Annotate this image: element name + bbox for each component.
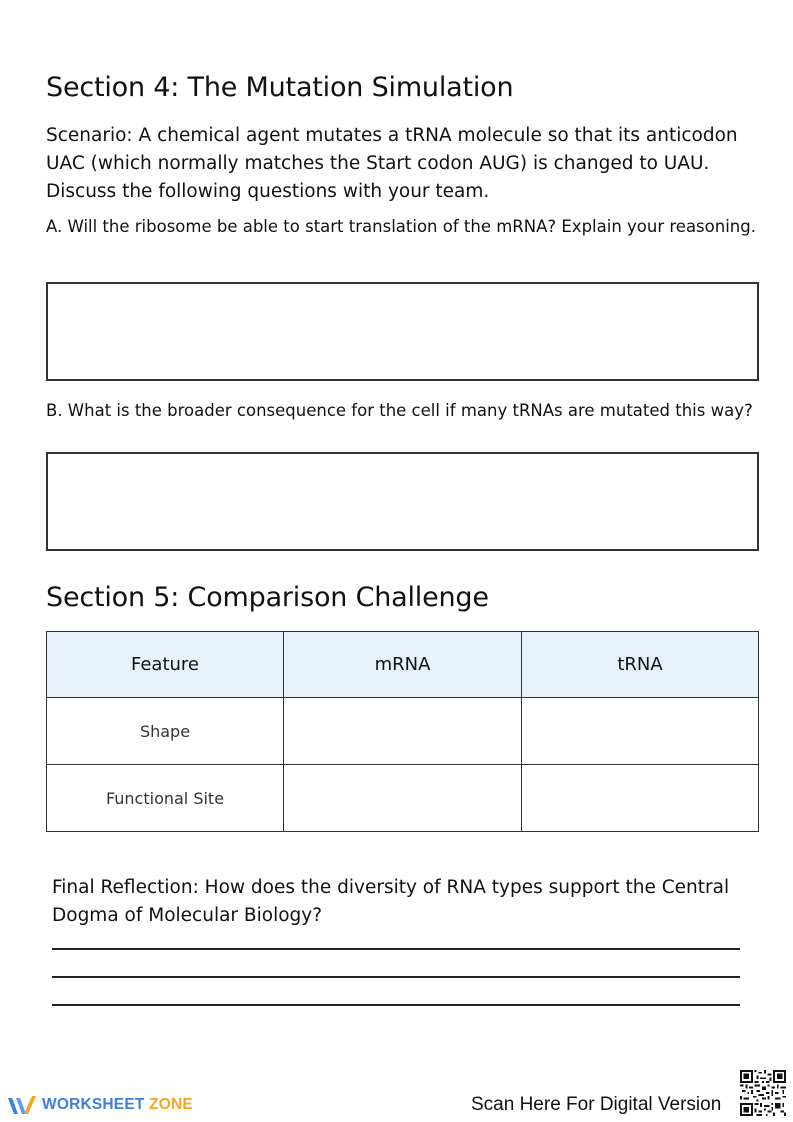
- table-cell-answer[interactable]: [284, 698, 522, 765]
- table-header-mrna: mRNA: [284, 632, 522, 698]
- table-header-trna: tRNA: [522, 632, 759, 698]
- section-4-title: Section 4: The Mutation Simulation: [46, 72, 514, 103]
- comparison-table: [46, 631, 759, 832]
- table-cell-feature: Shape: [47, 698, 284, 765]
- worksheetzone-logo[interactable]: [7, 1093, 193, 1117]
- table-row: [47, 698, 759, 765]
- answer-box-b[interactable]: [46, 452, 759, 551]
- qr-code-icon[interactable]: [740, 1070, 786, 1116]
- table-cell-answer[interactable]: [284, 765, 522, 832]
- question-b: B. What is the broader consequence for the cell if many tRNAs are mutated this way?: [46, 401, 753, 420]
- worksheetzone-logo-icon: [7, 1093, 37, 1117]
- logo-word-zone: ZONE: [149, 1096, 193, 1113]
- answer-line[interactable]: [52, 976, 740, 978]
- table-row: [47, 765, 759, 832]
- answer-line[interactable]: [52, 948, 740, 950]
- question-a: A. Will the ribosome be able to start translation of the mRNA? Explain your reasoning.: [46, 217, 756, 236]
- table-header-row: [47, 632, 759, 698]
- final-reflection-prompt: Final Reflection: How does the diversity of RNA types support the Central Dogma of Molecular Biology?: [52, 877, 730, 926]
- answer-box-a[interactable]: [46, 282, 759, 381]
- logo-word-worksheet: WORKSHEET: [42, 1096, 145, 1113]
- table-header-feature: Feature: [47, 632, 284, 698]
- scenario-text: Scenario: A chemical agent mutates a tRNA molecule so that its anticodon UAC (which normally matches the Start codon AUG) is changed to UAU. Discuss the following questions with your team.: [46, 125, 738, 202]
- scan-text: Scan Here For Digital Version: [471, 1094, 722, 1115]
- table-cell-feature: Functional Site: [47, 765, 284, 832]
- answer-line[interactable]: [52, 1004, 740, 1006]
- table-cell-answer[interactable]: [522, 698, 759, 765]
- table-cell-answer[interactable]: [522, 765, 759, 832]
- section-5-title: Section 5: Comparison Challenge: [46, 582, 489, 613]
